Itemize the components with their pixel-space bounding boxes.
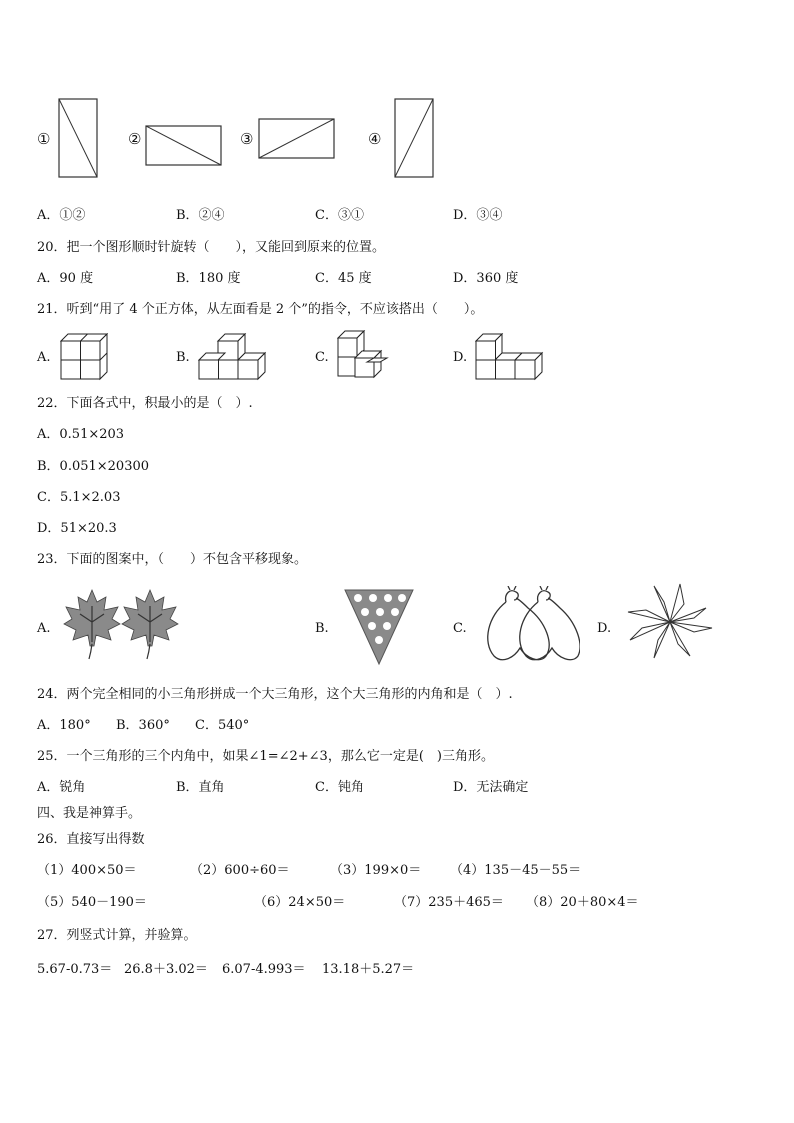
q22-option-c: C．5.1×2.03 — [37, 490, 121, 505]
q25-option-a: A．锐角 — [37, 780, 86, 795]
q21-option-b: B. — [176, 350, 190, 365]
q22-option-b: B．0.051×20300 — [37, 459, 150, 474]
q22-stem: 22．下面各式中，积最小的是（ ）. — [37, 396, 253, 411]
section-title: 四、我是神算手。 — [37, 806, 142, 821]
q24-option-b: B．360° — [116, 718, 170, 733]
q19-option-b: B．②④ — [176, 208, 225, 223]
q26-item-5: （5）540－190＝ — [37, 895, 147, 910]
q23-maple-leaves-image — [62, 586, 182, 662]
q26-item-6: （6）24×50＝ — [254, 895, 346, 910]
q21-cube-stack-b — [198, 333, 266, 381]
q20-stem: 20．把一个图形顺时针旋转（ ），又能回到原来的位置。 — [37, 240, 386, 255]
q21-cube-stack-c — [337, 330, 389, 382]
q25-option-d: D．无法确定 — [453, 780, 529, 795]
q20-option-c: C．45 度 — [315, 271, 372, 286]
q27-item-2: 26.8＋3.02＝ — [124, 962, 208, 977]
q26-item-4: （4）135－45－55＝ — [450, 863, 582, 878]
q21-cube-stack-a — [60, 333, 108, 381]
q20-option-d: D．360 度 — [453, 271, 519, 286]
q19-option-a: A．①② — [37, 208, 86, 223]
q26-item-3: （3）199×0＝ — [330, 863, 422, 878]
q22-option-a: A．0.51×203 — [37, 427, 125, 442]
q23-option-a: A. — [37, 621, 51, 636]
q27-item-4: 13.18＋5.27＝ — [322, 962, 415, 977]
q20-option-b: B．180 度 — [176, 271, 241, 286]
q27-stem: 27．列竖式计算，并验算。 — [37, 928, 197, 943]
q26-item-2: （2）600÷60＝ — [190, 863, 290, 878]
q27-item-1: 5.67-0.73＝ — [37, 962, 113, 977]
q24-option-a: A．180° — [37, 718, 91, 733]
q19-fig-label-3: ③ — [240, 130, 254, 148]
q26-stem: 26．直接写出得数 — [37, 832, 145, 847]
q23-pinwheel-image — [624, 582, 716, 662]
q19-rectangle-figure-1 — [58, 98, 100, 180]
q19-option-c: C．③① — [315, 208, 364, 223]
q21-option-d: D. — [453, 350, 468, 365]
q26-item-7: （7）235＋465＝ — [394, 895, 504, 910]
q24-stem: 24．两个完全相同的小三角形拼成一个大三角形，这个大三角形的内角和是（ ）. — [37, 687, 513, 702]
q23-option-d: D. — [597, 621, 612, 636]
q21-cube-stack-d — [475, 333, 545, 381]
q23-option-b: B. — [315, 621, 329, 636]
q19-fig-label-4: ④ — [368, 130, 382, 148]
q19-rectangle-figure-2 — [145, 125, 223, 167]
q19-option-d: D．③④ — [453, 208, 503, 223]
q25-option-c: C．钝角 — [315, 780, 364, 795]
q25-stem: 25．一个三角形的三个内角中，如果∠1=∠2+∠3，那么它一定是( )三角形。 — [37, 749, 494, 764]
q19-fig-label-1: ① — [37, 130, 51, 148]
q24-option-c: C．540° — [195, 718, 250, 733]
q27-item-3: 6.07-4.993＝ — [222, 962, 306, 977]
q23-stem: 23．下面的图案中，（ ）不包含平移现象。 — [37, 552, 308, 567]
q22-option-d: D．51×20.3 — [37, 521, 117, 536]
q19-rectangle-figure-4 — [394, 98, 436, 180]
q21-stem: 21．听到“用了 4 个正方体，从左面看是 2 个”的指令，不应该搭出（ ）。 — [37, 302, 484, 317]
q23-option-c: C. — [453, 621, 467, 636]
q21-option-a: A. — [37, 350, 51, 365]
q26-item-8: （8）20＋80×4＝ — [526, 895, 639, 910]
q21-option-c: C. — [315, 350, 329, 365]
q23-heart-birds-image — [480, 586, 580, 666]
q23-snowflake-triangle-image — [344, 588, 414, 666]
q26-item-1: （1）400×50＝ — [37, 863, 137, 878]
q25-option-b: B．直角 — [176, 780, 225, 795]
q19-rectangle-figure-3 — [258, 118, 336, 160]
q20-option-a: A．90 度 — [37, 271, 94, 286]
q19-fig-label-2: ② — [128, 130, 142, 148]
